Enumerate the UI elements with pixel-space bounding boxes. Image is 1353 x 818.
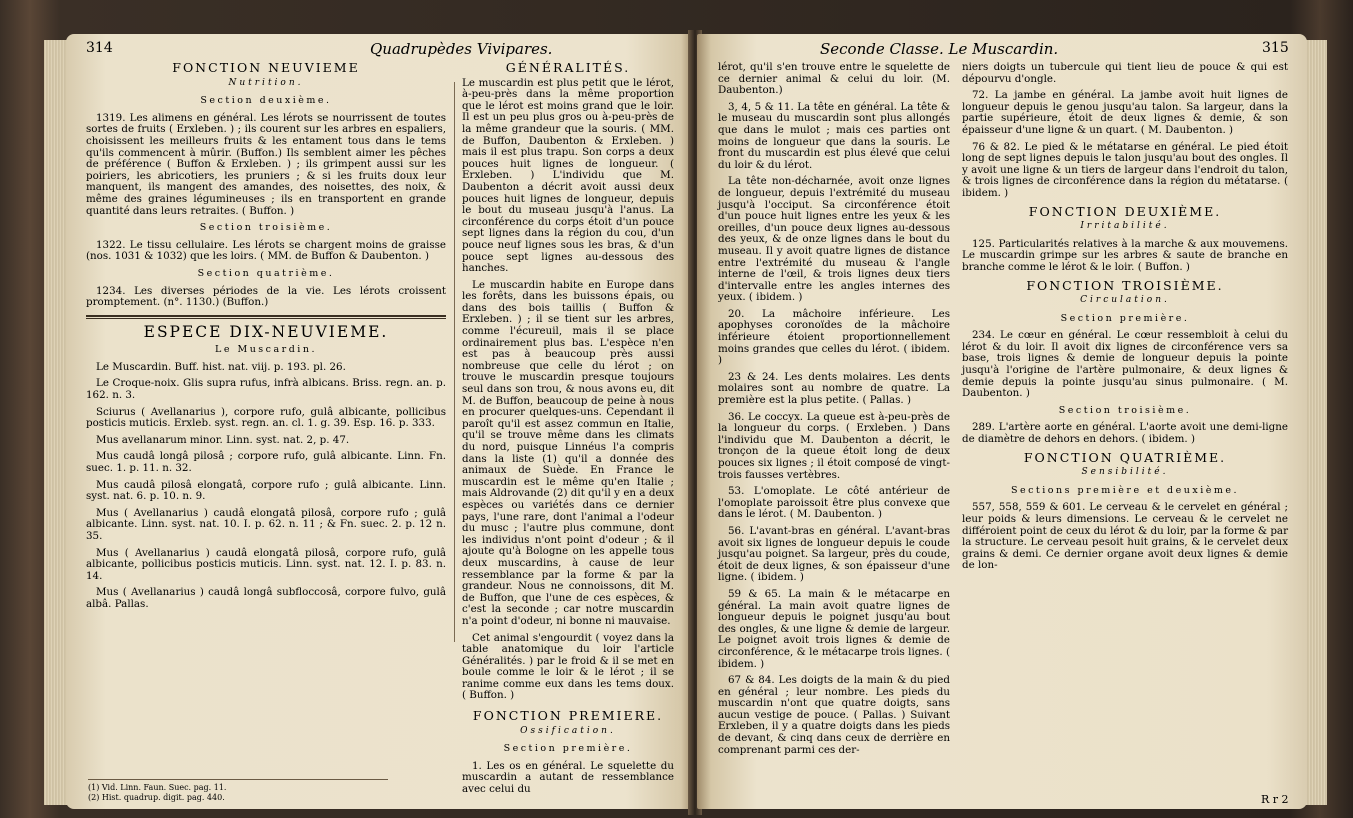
section-label: Section première. bbox=[1060, 312, 1190, 324]
section-label: Section première. bbox=[503, 743, 633, 755]
left-page-edges bbox=[44, 40, 68, 805]
paragraph: 557, 558, 559 & 601. Le cerveau & le cervelet en général ; leur poids & leurs dimensions. Le cerveau & le cervelet ne différoient point de ceux du lérot & du loir, par la forme & par la structure. Le cerveau pesoit huit grains, & le cervelet deux grains & demi. Ce dernier organe avoit deux lignes & demie de lon- bbox=[962, 501, 1288, 572]
synonym: Mus ( Avellanarius ) caudâ longâ subfloccosâ, corpore fulvo, gulâ albâ. Pallas. bbox=[86, 586, 446, 610]
paragraph: Le muscardin est plus petit que le lérot, à-peu-près dans la même proportion que le lérot est moins grand que le loir. Il est un peu plus gros ou à-peu-près de la même grandeur que la souris. ( MM. de Buffon, Daubenton & Erxleben. ) mais il est plus trapu. Son corps a deux pouces huit lignes de longueur. ( Erxleben. ) L'individu que M. Daubenton a décrit avoit aussi deux pouces huit lignes de longueur, depuis le bout du museau jusqu'à l'anus. La circonférence du corps étoit d'un pouce sept lignes dans la région du cou, d'un pouce neuf lignes sous les bras, & d'un pouce sept lignes au-dessous des hanches. bbox=[462, 76, 674, 275]
column-divider bbox=[454, 82, 455, 642]
right-column-2 bbox=[962, 62, 1288, 577]
paragraph: 72. La jambe en général. La jambe avoit huit lignes de longueur depuis le genou jusqu'au talon. Sa largeur, dans la partie supérieure, étoit de deux lignes & demie, & son épaisseur d'une ligne & un quart. ( M. Daubenton. ) bbox=[962, 89, 1288, 136]
paragraph: La tête non-décharnée, avoit onze lignes de longueur, depuis l'extrémité du museau jusqu'à l'occiput. Sa circonférence étoit d'un pouce huit lignes entre les yeux & les oreilles, d'un pouce deux lignes au-dessous des yeux, & de onze lignes dans le bout du museau. Il y avoit quatre lignes de distance entre l'extrémité du museau & l'angle interne de l'œil, & trois lignes deux tiers d'intervalle entre les angles internes des yeux. ( ibidem. ) bbox=[718, 175, 950, 304]
synonym: Sciurus ( Avellanarius ), corpore rufo, gulâ albicante, pollicibus posticis muticis. Erxleb. syst. regn. an. cl. 1. g. 39. Esp. 16. p. 333. bbox=[86, 405, 446, 430]
paragraph: 67 & 84. Les doigts de la main & du pied en général ; leur nombre. Les pieds du muscardin n'ont que quatre doigts, sans aucun vestige de pouce. ( Pallas. ) Suivant Erxleben, il y a quatre doigts dans les pieds de devant, & cinq dans ceux de derrière en comprenant parmi ces der- bbox=[718, 674, 950, 756]
synonym: Mus caudâ pilosâ elongatâ, corpore rufo ; gulâ albicante. Linn. syst. nat. 6. p. 10. n. 9. bbox=[86, 478, 446, 503]
section-label: Section troisième. bbox=[1058, 404, 1192, 416]
section-heading: FONCTION QUATRIÈME. bbox=[1023, 449, 1227, 465]
left-column-2 bbox=[462, 62, 674, 801]
right-column-1 bbox=[718, 62, 950, 761]
footnote: (2) Hist. quadrup. digit. pag. 440. bbox=[88, 793, 225, 802]
paragraph: 56. L'avant-bras en général. L'avant-bras avoit six lignes de longueur depuis le coude jusqu'au poignet. Sa largeur, près du coude, étoit de deux lignes, & son épaisseur d'une ligne. ( ibidem. ) bbox=[718, 524, 950, 584]
left-page-number: 314 bbox=[86, 40, 113, 56]
left-column-1 bbox=[86, 62, 446, 616]
synonym: Le Muscardin. Buff. hist. nat. viij. p. 193. pl. 26. bbox=[96, 360, 346, 373]
section-heading: GÉNÉRALITÉS. bbox=[505, 60, 631, 75]
synonym: Mus avellanarum minor. Linn. syst. nat. 2, p. 47. bbox=[96, 433, 350, 446]
section-label: Section troisième. bbox=[199, 222, 333, 234]
paragraph: 1322. Le tissu cellulaire. Les lérots se chargent moins de graisse (nos. 1031 & 1032) que les loirs. ( MM. de Buffon & Daubenton. ) bbox=[86, 238, 446, 263]
right-page-edges bbox=[1305, 40, 1327, 805]
section-subheading: Irritabilité. bbox=[1080, 221, 1170, 232]
paragraph: 125. Particularités relatives à la marche & aux mouvemens. Le muscardin grimpe sur les arbres & saute de branche en branche comme le lérot & le loir. ( Buffon. ) bbox=[962, 237, 1288, 273]
paragraph: 234. Le cœur en général. Le cœur ressembloit à celui du lérot & du loir. Il avoit dix lignes de circonférence vers sa base, trois lignes & demie de longueur depuis la pointe jusqu'à l'origine de l'artère pulmonaire, & deux lignes & demie depuis la pointe jusqu'au sinus pulmonaire. ( M. Daubenton. ) bbox=[962, 329, 1288, 400]
section-heading: FONCTION NEUVIEME bbox=[172, 60, 360, 75]
section-subheading: Ossification. bbox=[520, 725, 616, 736]
paragraph: 20. La mâchoire inférieure. Les apophyses coronoïdes de la mâchoire inférieure étoient proportionnellement moins grandes que celles du lérot. ( ibidem. ) bbox=[718, 307, 950, 367]
footnotes bbox=[88, 779, 388, 803]
section-subheading: Sensibilité. bbox=[1081, 467, 1169, 478]
synonym: Mus ( Avellanarius ) caudâ elongatâ pilosâ, corpore rufo ; gulâ albicante. Linn. syst. nat. 10. I. p. 62. n. 11 ; & Fn. suec. 2. p. 12 n. 35. bbox=[86, 506, 446, 542]
section-label: Section quatrième. bbox=[197, 267, 335, 279]
section-subheading: Nutrition. bbox=[228, 77, 304, 88]
paragraph: 1319. Les alimens en général. Les lérots se nourrissent de toutes sortes de fruits ( Erxleben. ) ; ils courent sur les arbres en espaliers, choisissent les meilleurs fruits & les entament tous dans le tems qu'ils commencent à mûrir. (Buffon.) Ils semblent aimer les pêches de préférence ( Buffon & Erxleben. ) ; ils grimpent aussi sur les poiriers, les abricotiers, les pruniers ; & si les fruits doux leur manquent, ils mangent des amandes, des noisettes, des noix, & même des graines légumineuses ; ils en transportent en grande quantité dans leurs retraites. ( Buffon. ) bbox=[86, 111, 446, 217]
paragraph: 1234. Les diverses périodes de la vie. Les lérots croissent promptement. (n°. 1130.) (Buffon.) bbox=[86, 284, 446, 309]
synonym: Mus ( Avellanarius ) caudâ elongatâ pilosâ, corpore rufo, gulâ albicante, pollicibus posticis muticis. Linn. syst. nat. 12. I. p. 83. n. 14. bbox=[86, 546, 446, 582]
paragraph: niers doigts un tubercule qui tient lieu de pouce & qui est dépourvu d'ongle. bbox=[962, 61, 1288, 85]
paragraph: 1. Les os en général. Le squelette du muscardin a autant de ressemblance avec celui du bbox=[462, 759, 674, 796]
species-heading: ESPECE DIX-NEUVIEME. bbox=[143, 322, 389, 341]
section-heading: FONCTION PREMIERE. bbox=[472, 708, 664, 724]
paragraph: 289. L'artère aorte en général. L'aorte avoit une demi-ligne de diamètre de dehors en dehors. ( ibidem. ) bbox=[962, 421, 1288, 446]
footnote: (1) Vid. Linn. Faun. Suec. pag. 11. bbox=[88, 783, 227, 792]
synonym: Mus caudâ longâ pilosâ ; corpore rufo, gulâ albicante. Linn. Fn. suec. 1. p. 11. n. 32. bbox=[86, 450, 446, 475]
double-rule bbox=[86, 315, 446, 319]
synonym: Le Croque-noix. Glis supra rufus, infrà albicans. Briss. regn. an. p. 162. n. 3. bbox=[86, 377, 446, 402]
paragraph: 53. L'omoplate. Le côté antérieur de l'omoplate paroissoit être plus convexe que dans le lérot. ( M. Daubenton. ) bbox=[718, 485, 950, 521]
right-page-number: 315 bbox=[1262, 40, 1289, 56]
paragraph: 36. Le coccyx. La queue est à-peu-près de la longueur du corps. ( Erxleben. ) Dans l'individu que M. Daubenton a décrit, le tronçon de la queue étoit long de deux pouces six lignes ; il étoit composé de vingt-trois fausses vertèbres. bbox=[718, 410, 950, 481]
signature-mark: R r 2 bbox=[1261, 793, 1289, 806]
paragraph: 76 & 82. Le pied & le métatarse en général. Le pied étoit long de sept lignes depuis le talon jusqu'au bout des ongles. Il y avoit une ligne & un tiers de largeur dans l'endroit du talon, & trois lignes de circonférence dans la région du métatarse. ( ibidem. ) bbox=[962, 140, 1288, 199]
section-heading: FONCTION TROISIÈME. bbox=[1026, 277, 1224, 293]
section-label: Sections première et deuxième. bbox=[1010, 484, 1240, 496]
paragraph: Cet animal s'engourdit ( voyez dans la table anatomique du loir l'article Généralités. ) par le froid & il se met en boule comme le loir & le lérot ; il se ranime comme eux dans les tems doux. ( Buffon. ) bbox=[462, 631, 674, 702]
paragraph: 3, 4, 5 & 11. La tête en général. La tête & le museau du muscardin sont plus allongés que dans le mulot ; mais ces parties ont moins de longueur que dans la souris. Le front du muscardin est plus élevé que celui du loir & du lérot. bbox=[718, 100, 950, 171]
paragraph: 23 & 24. Les dents molaires. Les dents molaires sont au nombre de quatre. La première est la plus petite. ( Pallas. ) bbox=[718, 370, 950, 407]
paragraph: 59 & 65. La main & le métacarpe en général. La main avoit quatre lignes de longueur depuis le poignet jusqu'au bout des ongles, & une ligne & demie de largeur. Le poignet avoit trois lignes & demie de circonférence, & le métacarpe trois lignes. ( ibidem. ) bbox=[718, 587, 950, 670]
section-subheading: Circulation. bbox=[1080, 295, 1170, 306]
left-running-title: Quadrupèdes Vivipares. bbox=[370, 40, 553, 58]
right-running-title: Seconde Classe. Le Muscardin. bbox=[820, 40, 1059, 58]
section-heading: FONCTION DEUXIÈME. bbox=[1028, 203, 1222, 219]
paragraph: Le muscardin habite en Europe dans les forêts, dans les buissons épais, ou dans des bois taillis ( Buffon & Erxleben. ) ; il se tient sur les arbres, comme l'écureuil, mais il se place ordinairement plus bas. L'espèce n'en est pas à beaucoup près aussi nombreuse que celle du lérot ; on trouve le muscardin presque toujours seul dans son trou, & nous avons eu, dit M. de Buffon, beaucoup de peine à nous en procurer quelques-uns. Cependant il paroît qu'il est assez commun en Italie, qu'il se trouve même dans les climats du nord, puisque Linnéus l'a compris dans la liste (1) qu'il a donnée des animaux de Suède. En France le muscardin est le même qu'en Italie ; mais Aldrovande (2) dit qu'il y en a deux espèces ou variétés dans ce dernier pays, l'une rare, dont l'animal a l'odeur du musc ; l'autre plus commune, dont les individus n'ont point d'odeur ; & il ajoute qu'à Bologne on les appelle tous deux muscardins, à cause de leur ressemblance par la forme & par la grandeur. Nous ne connoissons, dit M. de Buffon, que l'une de ces espèces, & c'est la seconde ; car notre muscardin n'a point d'odeur, ni bonne ni mauvaise. bbox=[462, 278, 674, 627]
section-label: Section deuxième. bbox=[200, 95, 332, 107]
paragraph: lérot, qu'il s'en trouve entre le squelette de ce dernier animal & celui du loir. (M. Daubenton.) bbox=[718, 61, 950, 97]
species-name: Le Muscardin. bbox=[215, 344, 317, 356]
